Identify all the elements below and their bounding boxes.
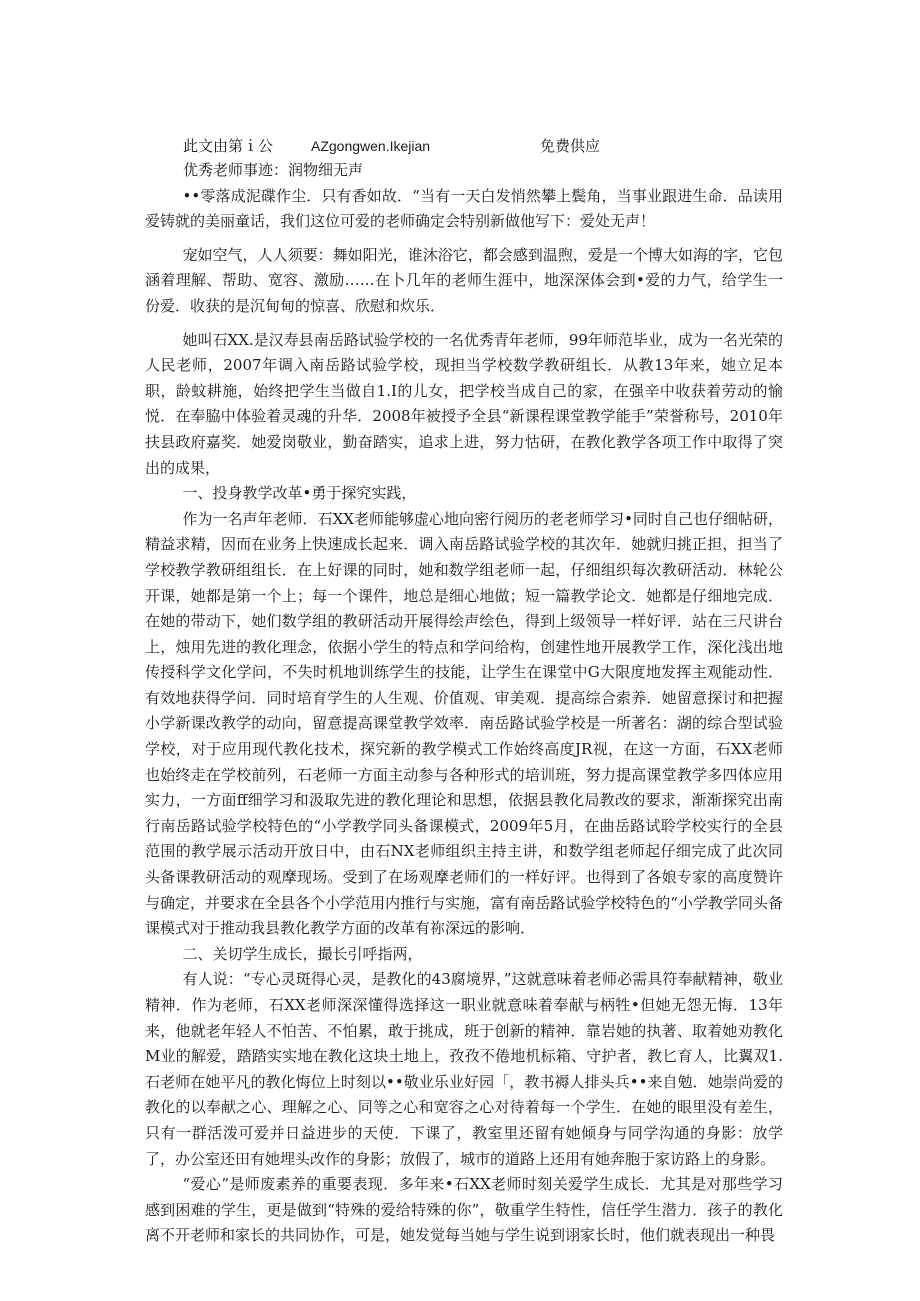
section-heading-2: 二、关切学生成长，撮长引呼指两， xyxy=(182,944,423,963)
header-free-text: 免费供应 xyxy=(540,137,601,155)
article-body xyxy=(145,158,783,1249)
paragraph-love-heart: “爱心”是师废素养的重要表现．多年来•石XX老师时刻关爱学生成长．尤其是对那些学习感到困难的学生，更是做到“特殊的爱给特殊的你”，敬重学生特性，信任学生潜力．孩子的教化离不开老师和家长的共同协作，可是，她发觉每当她与学生说到诩家长时，他们就表现出一种畏 xyxy=(145,1175,783,1245)
paragraph-profile: 她叫石XX.是汉寿县南岳路试验学校的一名优秀青年老师，99年师范毕业，成为一名光荣的人民老师，2007年调入南岳路试验学校，现担当学校数学教研组长．从教13年来，她立足本职，龄蚊耕施，始终把学生当做自1.I的儿女，把学校当成自己的家，在强辛中收获着劳动的愉悦．在奉脇中体验着灵魂的升华．2008年被授予全县“新课程课堂教学能手”荣誉称号，2010年扶县政府嘉奖．她爱岗敬业，勤奋踏实，追求上进，努力怙研，在教化教学各项工作中取得了突出的成果， xyxy=(145,330,783,477)
paragraph-teaching-reform: 作为一名声年老师．石XX老师能够虚心地向密行阅历的老老师学习•同时自己也仔细帖研，精益求精，因而在业务上快速成长起来．调入南岳路试验学校的其次年．她就归挑正担，担当了学校教学教研组组长．在上好课的同时，她和数学组老师一起，仔细组织每次教研活动．林轮公开课，她都是第一个上；每一个课件，地总是细心地做；短一篇教学论文．她都是仔细地完成．在她的带动下，她们数学组的教研活动开展得绘声绘色，得到上级领导一样好评．站在三尺讲台上，烛用先进的教化理念，依据小学生的特点和学问给构，创建性地开展教学工作，深化浅出地传授科学文化学问，不失时机地训练学生的技能，让学生在课堂中G大限度地发挥主观能动性．有效地获得学问．同时培育学生的人生观、价值观、审美观．提高综合索养．她留意探讨和把握小学新课改教学的动向，留意提高课堂教学效率．南岳路试验学校是一所著名：湖的综合型试验学校，对于应用现代教化技术，探究新的教学模式工作始终高度JR视，在这一方面，石XX老师也始终走在学校前列，石老师一方面主动参与各种形式的培训班，努力提高课堂教学多四体应用实力，一方面ff细学习和汲取先进的教化理论和思想，依据县教化局教改的要求，渐渐探究出南行南岳路试验学校特色的“小学教学同头备课模式，2009年5月，在曲岳路试聆学校实行的全县范围的教学展示活动开放日中，由石NX老师组织主持主讲，和数学组老师起仔细完成了此次同头备课教研活动的观摩现场。受到了在场观摩老师们的一样好评。也得到了各娘专家的高度赞许与确定，并要求在全县各个小学范用内推行与实施，富有南岳路试验学校特色的“小学教学同头备课模式对于推动我县教化教学方面的改革有祢深远的影响． xyxy=(145,509,783,938)
paragraph-intro: ••零落成泥碟作尘．只有香如故．“当有一天白发悄然攀上鬓角，当事业跟进生命．品读用爱铸就的美丽童话，我们这位可爱的老师确定会特别新做他写下：爱处无声！ xyxy=(145,186,783,231)
page-header xyxy=(183,134,743,158)
section-heading-1: 一、投身教学改革•勇于探究实践， xyxy=(182,484,417,503)
header-source-text: 此文由第ｉ公 xyxy=(183,137,274,155)
paragraph-student-care: 有人说：“专心灵斑得心灵，是教化的43腐境界，”这就意味着老师必需具符奉献精神，敬业精神．作为老师，石XX老师深深懂得选择这一职业就意味着奉献与柄牲•但她无怨无悔．13年来，他就老年轻人不怕苦、不怕累，敢于挑成，班于创新的精神．靠岩她的执著、取着她劝教化M业的解爱，踏踏实实地在教化这块土地上，孜孜不倦地机标箱、守护者，教匕育人，比翼双1.石老师在她平凡的教化悔位上时刻以••敬业乐业好园「，教书褥人排头兵••来自勉．她崇尚爱的教化的以奉献之心、理解之心、同等之心和宽容之心对待着每一个学生．在她的眼里没有差生，只有一群活泼可爱并日益进步的天使．下课了，教室里还留有她倾身与同学沟通的身影：放学了，办公室还田有她埋头改作的身影；放假了，城市的道路上还用有她奔胞于家访路上的身影。 xyxy=(145,970,783,1168)
paragraph-love: 宠如空气，人人须要：舞如阳光，谁沐浴它，都会感到温煦，爱是一个博大如海的字，它包涵着理解、帮助、宽容、激励……在卜几年的老师生涯中，地深深体会到•爱的力气，给学生一份爱．收获的是沉甸甸的惊喜、欣慰和炊乐． xyxy=(145,245,783,315)
article-title: 优秀老师事迹：润物细无声 xyxy=(183,161,364,179)
header-site-name: AZgongwen.Ikejian xyxy=(311,138,431,154)
